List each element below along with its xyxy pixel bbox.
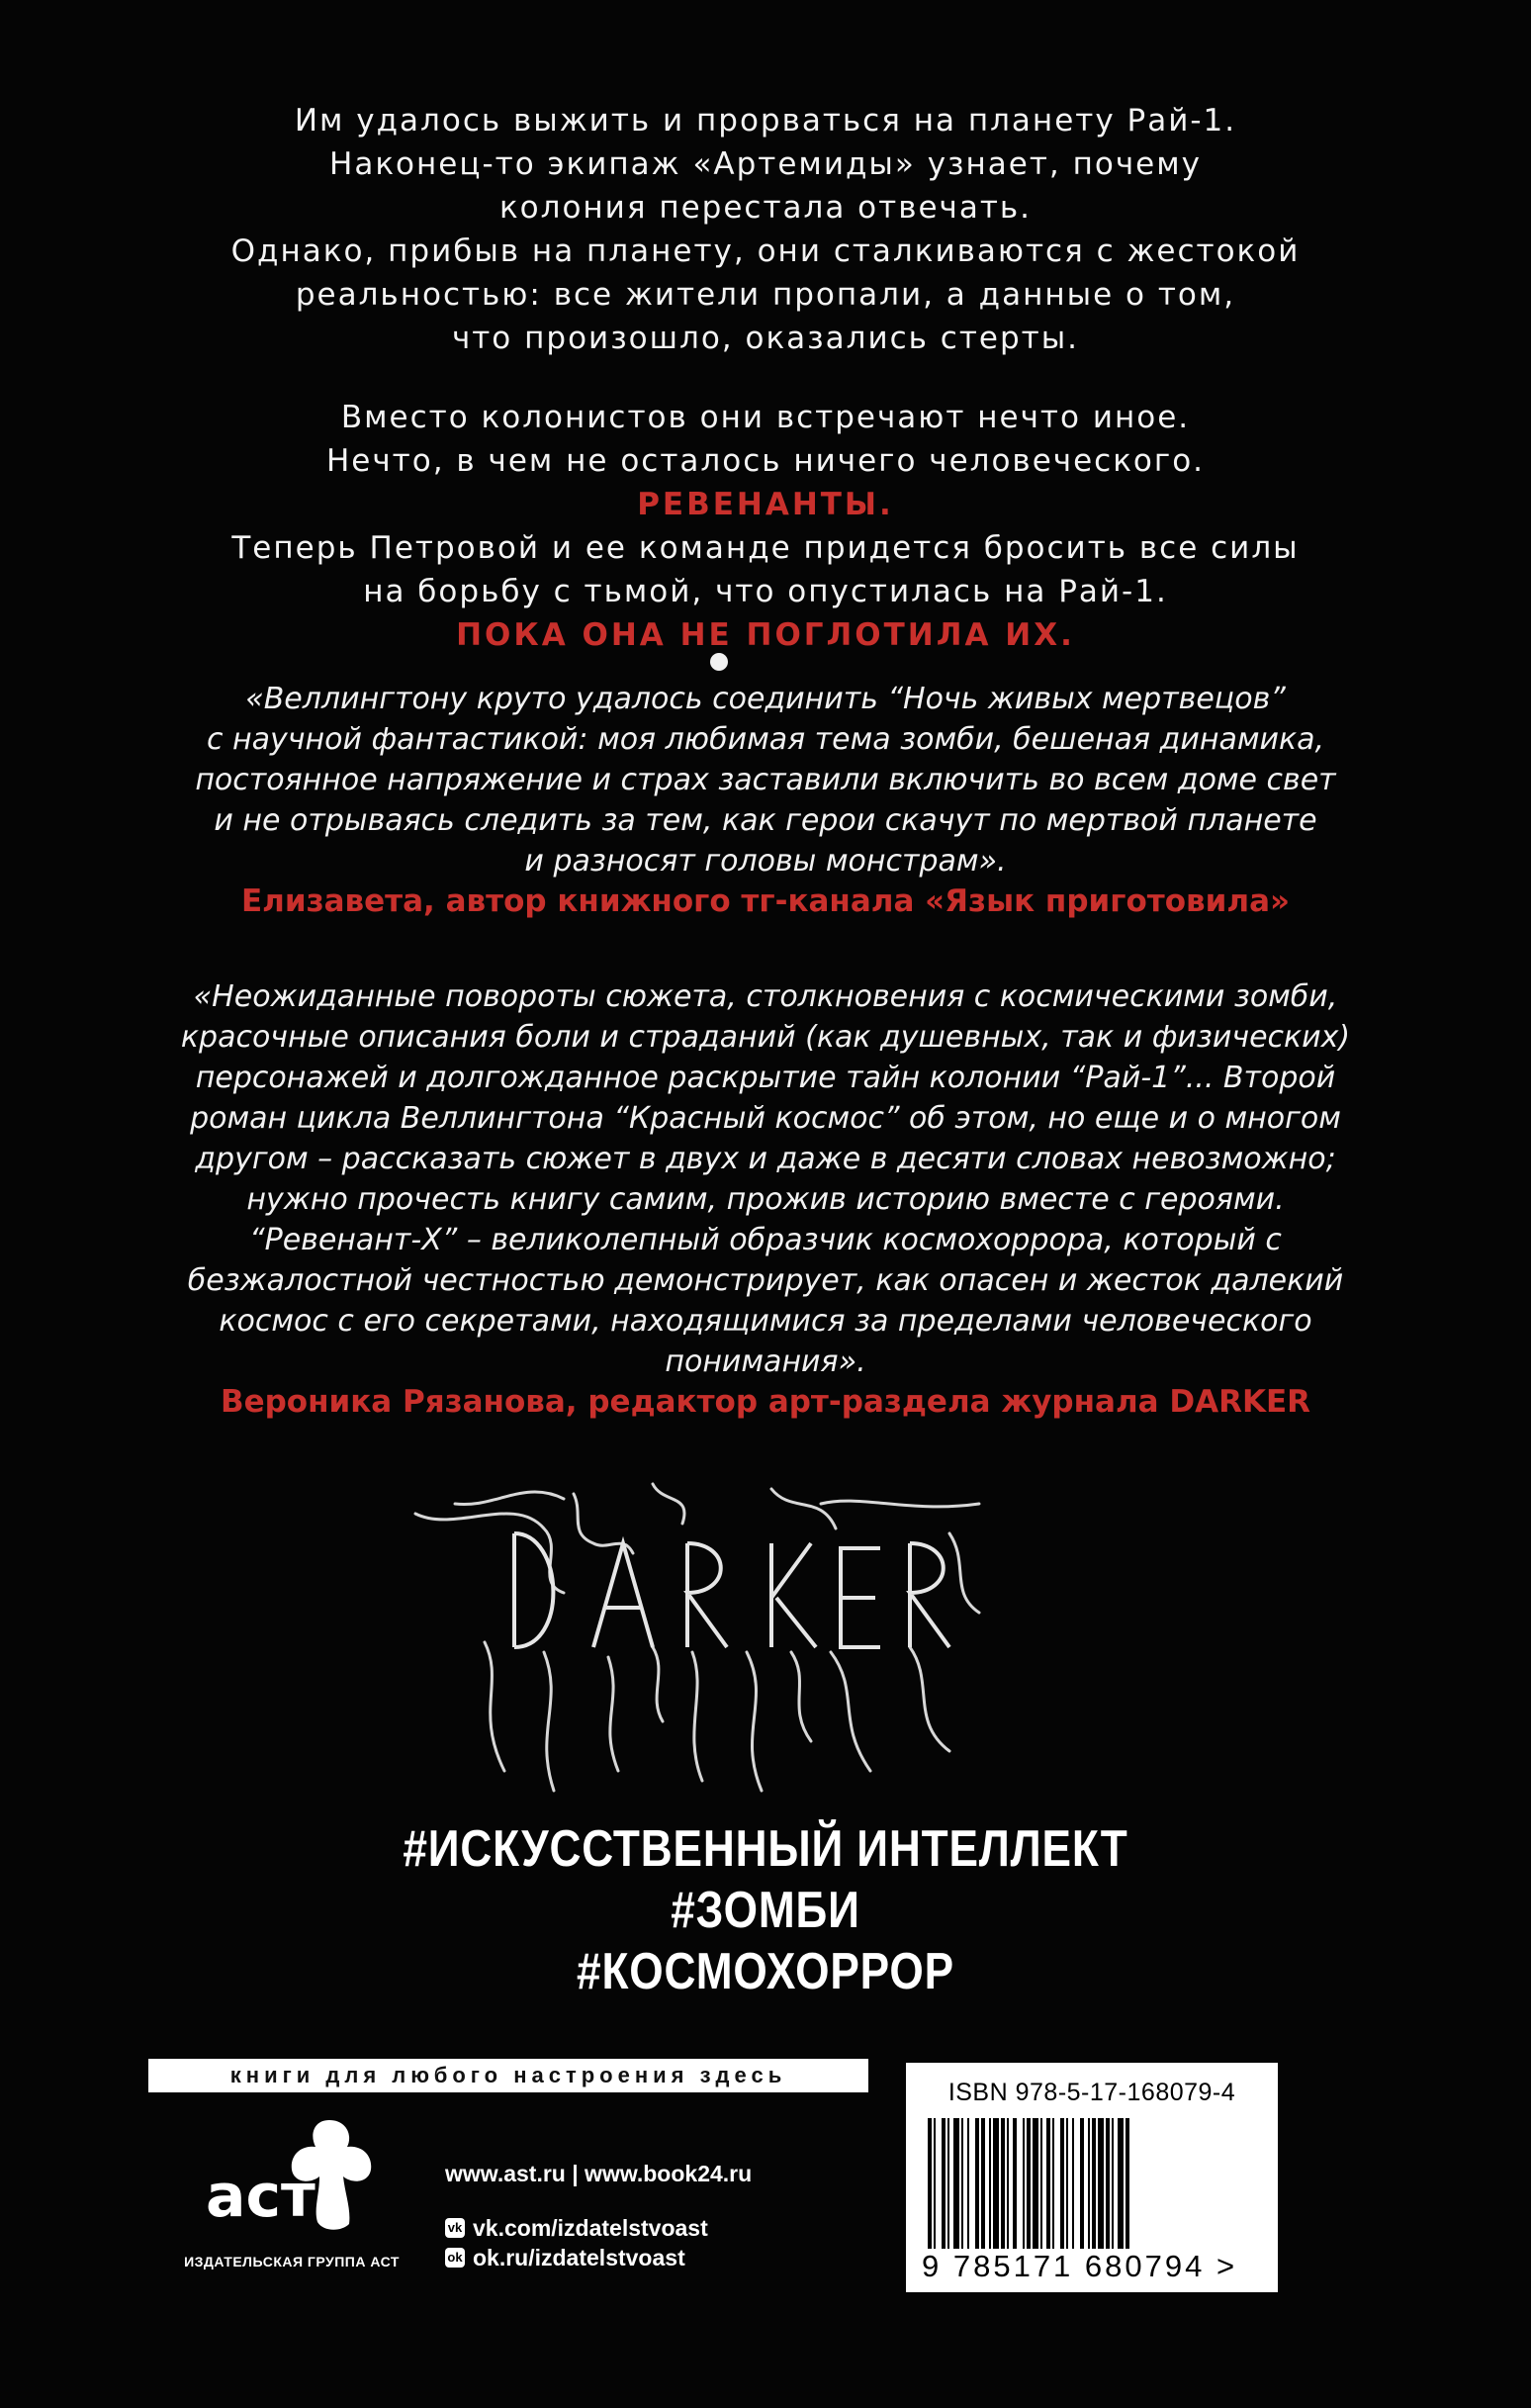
barcode-bar (1007, 2118, 1009, 2249)
quote-line: и не отрываясь следить за тем, как герои скачут по мертвой планете (214, 803, 1317, 838)
barcode-bar (1060, 2118, 1064, 2249)
barcode-bar (1013, 2118, 1017, 2249)
quote-line: безжалостной честностью демонстрирует, как опасен и жесток далекий (187, 1263, 1344, 1298)
blurb-line: Вместо колонистов они встречают нечто иное. (340, 400, 1191, 435)
blurb-line: Нечто, в чем не осталось ничего человеческого. (325, 443, 1206, 479)
darker-wordmark (514, 1533, 949, 1647)
blurb-line: Им удалось выжить и прорваться на планету Рай-1. (294, 103, 1237, 139)
quote-line: “Ревенант-Х” – великолепный образчик космохоррора, который с (249, 1223, 1282, 1257)
hashtag: #ЗОМБИ (671, 1882, 860, 1939)
barcode-bar (1118, 2118, 1124, 2249)
quote-line: роман цикла Веллингтона “Красный космос” об этом, но еще и о многом (190, 1101, 1341, 1136)
barcode-bar (993, 2118, 999, 2249)
barcode-bar (1046, 2118, 1050, 2249)
blurb-line: что произошло, оказались стерты. (451, 321, 1080, 356)
quote-line: постоянное напряжение и страх заставили включить во всем доме свет (195, 763, 1336, 797)
hashtags (0, 1818, 1531, 2002)
quote-line: «Неожиданные повороты сюжета, столкновения с космическими зомби, (193, 979, 1338, 1014)
barcode-bar (947, 2118, 949, 2249)
isbn-number: ISBN 978-5-17-168079-4 (947, 2079, 1236, 2106)
barcode-bar (1033, 2118, 1038, 2249)
blurb-line: Однако, прибыв на планету, они сталкиваются с жестокой (230, 233, 1301, 269)
publisher-caption: ИЗДАТЕЛЬСКАЯ ГРУППА АСТ (184, 2254, 400, 2269)
review-quote-1 (0, 679, 1531, 922)
barcode-bar (1088, 2118, 1090, 2249)
ast-logo-text: аст (206, 2162, 315, 2231)
hashtag: #ИСКУССТВЕННЫЙ ИНТЕЛЛЕКТ (403, 1820, 1128, 1878)
blurb-line: Теперь Петровой и ее команде придется бросить все силы (231, 530, 1300, 566)
barcode-bar (942, 2118, 946, 2249)
barcode-bar (1112, 2118, 1114, 2249)
barcode-bar (1066, 2118, 1068, 2249)
blurb (0, 99, 1531, 657)
barcode-bar (967, 2118, 969, 2249)
vk-icon: vk (445, 2218, 465, 2238)
barcode-bar (1040, 2118, 1042, 2249)
barcode-bar (975, 2118, 979, 2249)
quote-line: с научной фантастикой: моя любимая тема зомби, бешеная динамика, (206, 722, 1325, 757)
blurb-line: колония перестала отвечать. (498, 190, 1033, 226)
website-links: www.ast.ru | www.book24.ru (445, 2161, 753, 2186)
quote-line: красочные описания боли и страданий (как душевных, так и физических) (180, 1020, 1351, 1055)
barcode-bar (1072, 2118, 1074, 2249)
quote-line: и разносят головы монстрам». (524, 844, 1007, 879)
ast-logo-icon (203, 2115, 376, 2234)
isbn-barcode (906, 2063, 1278, 2292)
paragraph-gap (0, 360, 1531, 396)
barcode-bars (928, 2118, 1264, 2249)
quote-line: «Веллингтону круто удалось соединить “Ночь живых мертвецов” (245, 682, 1286, 716)
barcode-bar (989, 2118, 991, 2249)
barcode-digits: 9 785171 680794 > (922, 2249, 1238, 2283)
blurb-highlight: ПОКА ОНА НЕ ПОГЛОТИЛА ИХ. (456, 617, 1075, 653)
darker-logo (396, 1474, 999, 1801)
barcode-bar (1023, 2118, 1025, 2249)
barcode-bar (953, 2118, 959, 2249)
separator-dot (710, 653, 728, 671)
barcode-bar (928, 2118, 932, 2249)
quote-line: персонажей и долгожданное раскрытие тайн колонии “Рай-1”... Второй (195, 1061, 1336, 1095)
vk-link (445, 2213, 752, 2243)
hashtag: #КОСМОХОРРОР (577, 1943, 954, 2000)
vk-url: vk.com/izdatelstvoast (473, 2214, 708, 2241)
barcode-bar (961, 2118, 963, 2249)
review-quote-2 (0, 976, 1531, 1423)
ok-icon: ok (445, 2248, 465, 2268)
blurb-line: Наконец-то экипаж «Артемиды» узнает, почему (329, 146, 1202, 182)
quote-line: понимания». (665, 1344, 866, 1379)
ok-link (445, 2243, 752, 2272)
ok-url: ok.ru/izdatelstvoast (473, 2244, 685, 2270)
barcode-bar (934, 2118, 936, 2249)
publisher-links (445, 2161, 752, 2272)
barcode-bar (1098, 2118, 1104, 2249)
blurb-line: реальностью: все жители пропали, а данные о том, (295, 277, 1236, 313)
blurb-line: на борьбу с тьмой, что опустилась на Рай-1. (363, 574, 1168, 609)
barcode-bar (1106, 2118, 1110, 2249)
quote-line: другом – рассказать сюжет в двух и даже в десяти словах невозможно; (195, 1142, 1336, 1176)
barcode-bar (1052, 2118, 1054, 2249)
barcode-bar (1080, 2118, 1084, 2249)
barcode-bar (1092, 2118, 1096, 2249)
barcode-bar (1027, 2118, 1031, 2249)
barcode-bar (1126, 2118, 1129, 2249)
blurb-highlight: РЕВЕНАНТЫ. (637, 487, 894, 522)
barcode-bar (981, 2118, 985, 2249)
quote-author: Елизавета, автор книжного тг-канала «Язык приготовила» (240, 883, 1291, 919)
quote-author: Вероника Рязанова, редактор арт-раздела журнала DARKER (220, 1384, 1311, 1420)
barcode-bar (1001, 2118, 1005, 2249)
quote-line: нужно прочесть книгу самим, прожив историю вместе с героями. (246, 1182, 1285, 1217)
publisher-slogan: книги для любого настроения здесь (148, 2059, 868, 2092)
quote-line: космос с его секретами, находящимися за пределами человеческого (219, 1304, 1312, 1339)
